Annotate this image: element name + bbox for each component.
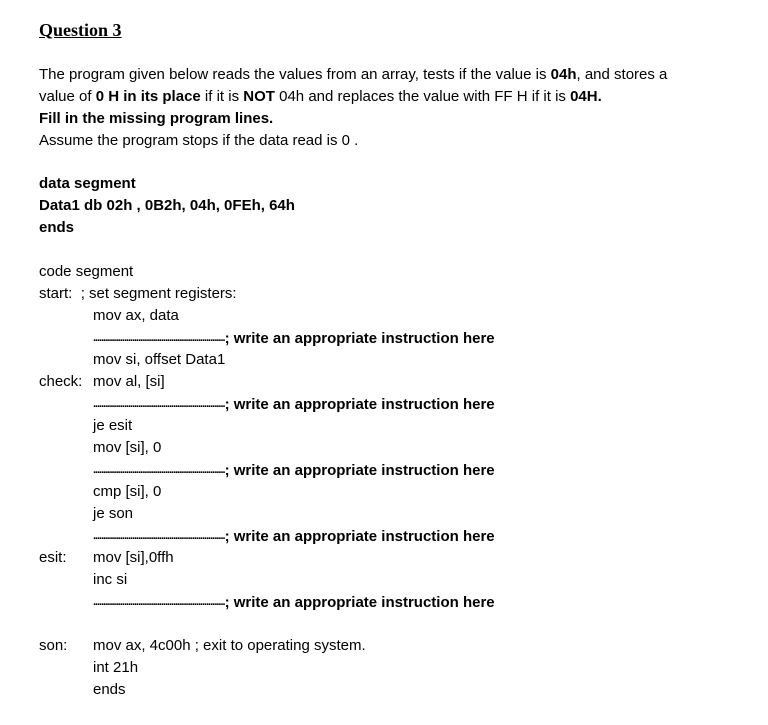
code-segment-line: code segment — [39, 263, 134, 280]
code-line-inc-si: inc si — [93, 571, 128, 588]
code-line-cmp: cmp [si], 0 — [93, 483, 162, 500]
code-line-mov-si: mov si, offset Data1 — [93, 351, 226, 368]
son-label: son: — [39, 637, 68, 654]
check-label: check: — [39, 373, 83, 390]
question-title: Question 3 — [39, 20, 122, 40]
code-line-mov-ff: mov [si],0ffh — [93, 549, 174, 566]
blank-line-3[interactable]: ................................................................; write an appropriate instruction here — [93, 462, 495, 479]
blank-line-4[interactable]: ................................................................; write an appropriate instruction here — [93, 528, 495, 545]
esit-label: esit: — [39, 549, 67, 566]
blank-line-5[interactable]: ................................................................; write an appropriate instruction here — [93, 594, 495, 611]
description-line-2: value of 0 H in its place if it is NOT 04h and replaces the value with FF H if it is 04H. — [39, 88, 602, 105]
blank-line-1[interactable]: ................................................................; write an appropriate instruction here — [93, 330, 495, 347]
code-line-ends: ends — [93, 681, 126, 698]
code-line-je-esit: je esit — [93, 417, 133, 434]
data-declaration-line: Data1 db 02h , 0B2h, 04h, 0FEh, 64h — [39, 197, 295, 214]
blank-line-2[interactable]: ................................................................; write an appropriate instruction here — [93, 396, 495, 413]
code-line-mov-si-zero: mov [si], 0 — [93, 439, 162, 456]
assumption-line: Assume the program stops if the data read is 0 . — [39, 132, 359, 149]
data-ends-line: ends — [39, 219, 75, 236]
description-line-1: The program given below reads the values from an array, tests if the value is 04h, and stores a — [39, 66, 668, 83]
code-line-exit: mov ax, 4c00h ; exit to operating system. — [93, 637, 366, 654]
data-segment-line: data segment — [39, 175, 136, 192]
question-description — [39, 64, 749, 152]
instruction-line: Fill in the missing program lines. — [39, 110, 274, 127]
code-line-mov-al: mov al, [si] — [93, 373, 165, 390]
code-line-mov-ax: mov ax, data — [93, 307, 179, 324]
start-label: start: ; set segment registers: — [39, 285, 237, 302]
code-line-int: int 21h — [93, 659, 139, 676]
code-line-je-son: je son — [93, 505, 134, 522]
